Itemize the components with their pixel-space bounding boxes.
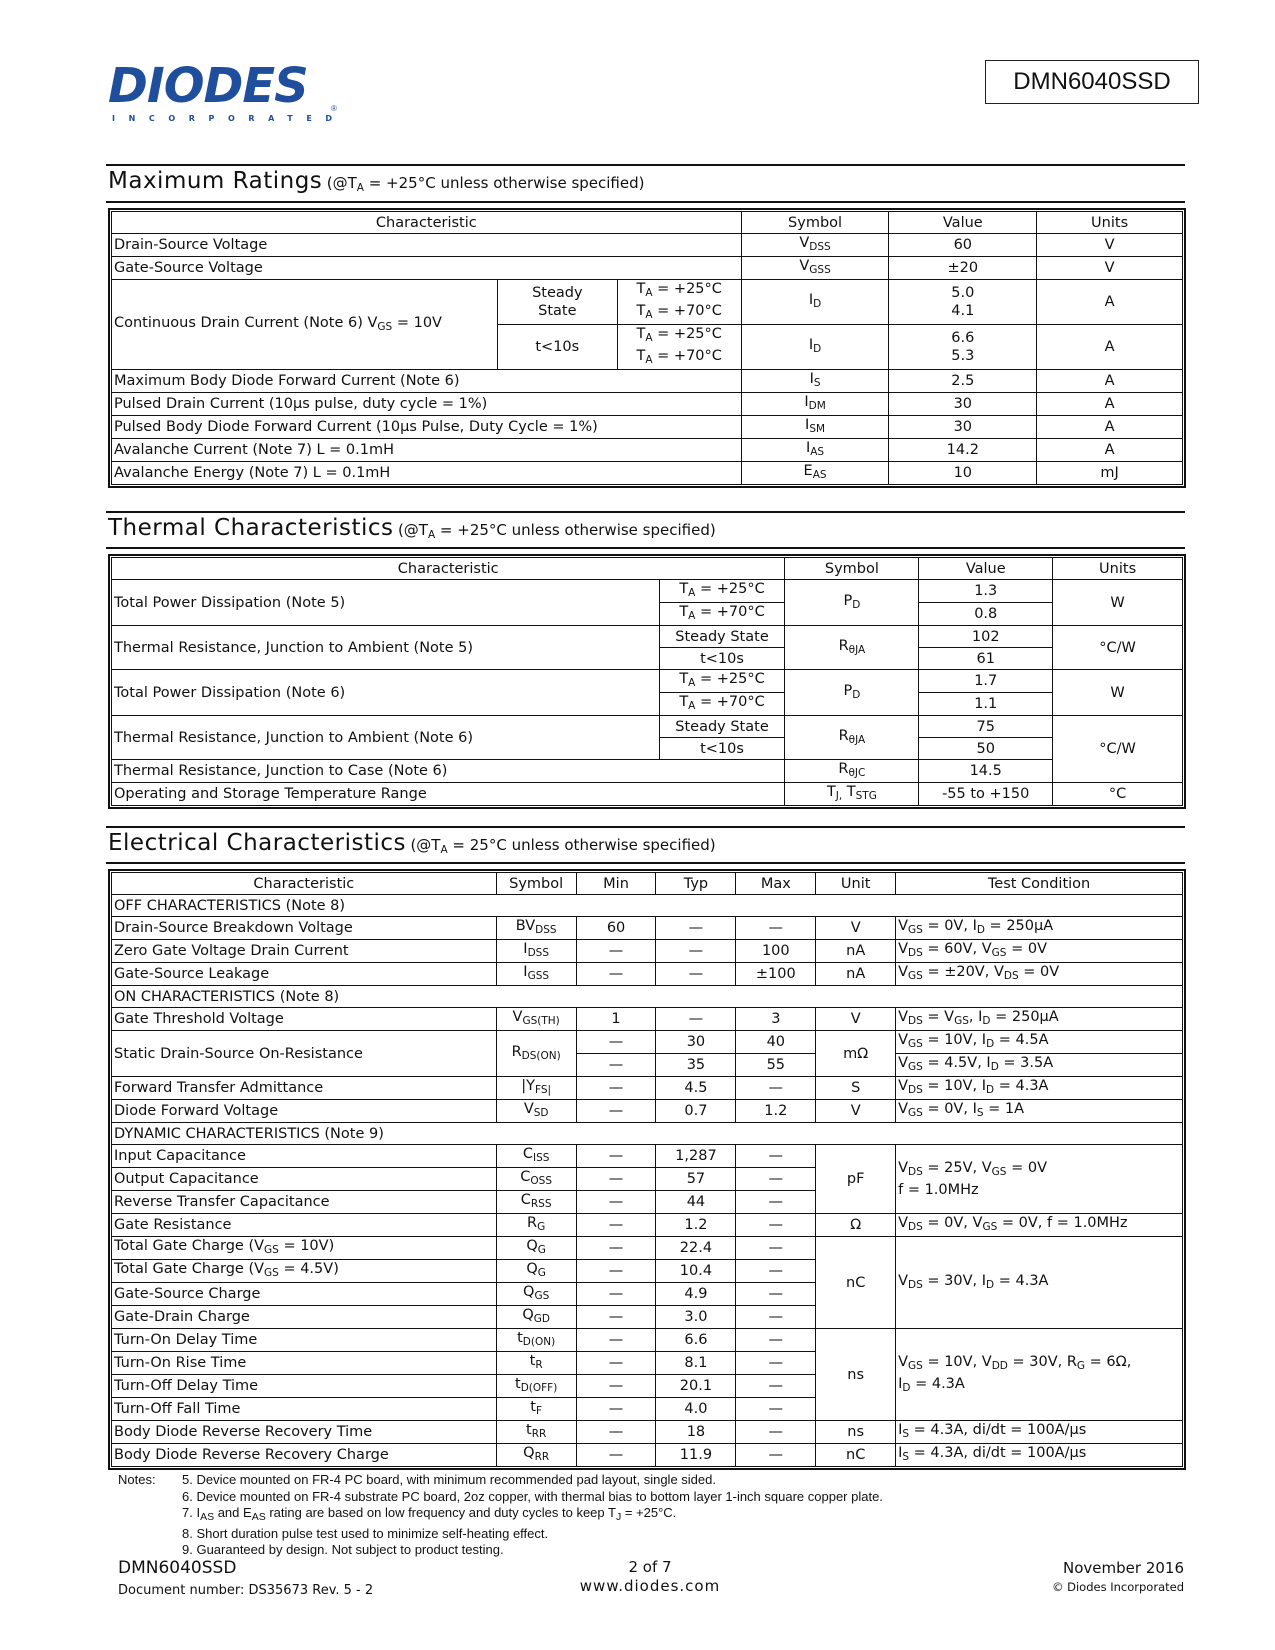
table-header-row: Characteristic Symbol Value Units (112, 558, 1183, 580)
footer-date: November 2016 (1063, 1559, 1184, 1577)
table-row: t<10s $T_A = +25^\circ C$ $T_A = +70^\circ C$ $I_D$ 6.6 5.3 A (112, 325, 1183, 370)
registered-mark: ® (331, 104, 337, 113)
table-row: — 35 55 $V_{GS} = 4.5V$, $I_D = 3.5A$ (112, 1054, 1183, 1077)
part-number-box (985, 60, 1199, 104)
table-row: Thermal Resistance, Junction to Ambient (Note 5) Steady State $R_{\theta JA}$ 102 °C/W (112, 626, 1183, 648)
table-row: Total Gate Charge $(V_{GS} = 4.5V)$ $Q_G$ — 10.4 — (112, 1260, 1183, 1283)
table-row: Pulsed Drain Current (10µs pulse, duty cycle = 1%) $I_{DM}$ 30 A (112, 393, 1183, 416)
group-row: ON CHARACTERISTICS (Note 8) (112, 986, 1183, 1008)
section-title: Maximum Ratings (108, 168, 323, 194)
diodes-logo: DIODES (108, 58, 308, 114)
table-row: Output Capacitance $C_{OSS}$ — 57 — (112, 1168, 1183, 1191)
footer-page: 2 of 7 (628, 1558, 672, 1576)
table-header-row: Characteristic Symbol Value Units (112, 212, 1183, 234)
table-row: t<10s 61 (112, 648, 1183, 670)
table-row: Total Power Dissipation (Note 6) $T_A = +25^\circ C$ $P_D$ 1.7 W (112, 670, 1183, 693)
section-rule-top (106, 511, 1185, 513)
note-5: 5. Device mounted on FR-4 PC board, with minimum recommended pad layout, single sided. (182, 1472, 716, 1487)
table-row: Operating and Storage Temperature Range $T_{J,}$ $T_{STG}$ -55 to +150 °C (112, 783, 1183, 806)
table-row: Gate Resistance $R_G$ — 1.2 — Ω $V_{DS} = 0V$, $V_{GS} = 0V$, f = 1.0MHz (112, 1214, 1183, 1237)
part-number: DMN6040SSD (1013, 68, 1171, 95)
section-title: Electrical Characteristics (108, 830, 406, 856)
table-row: Thermal Resistance, Junction to Case (Note 6) $R_{\theta JC}$ 14.5 (112, 760, 1183, 783)
table-row: Input Capacitance $C_{ISS}$ — 1,287 — pF $V_{DS} = 25V$, $V_{GS} = 0V$ f = 1.0MHz (112, 1145, 1183, 1168)
max-ratings-table (111, 211, 1183, 485)
table-row: Reverse Transfer Capacitance $C_{RSS}$ — 44 — (112, 1191, 1183, 1214)
section-rule-bottom (106, 547, 1185, 549)
footer-website: www.diodes.com (579, 1577, 721, 1595)
max-ratings-heading (108, 168, 644, 194)
table-row: Gate Threshold Voltage $V_{GS(TH)}$ 1 — 3 V $V_{DS} = V_{GS}$, $I_D = 250\mu A$ (112, 1008, 1183, 1031)
table-row: Drain-Source Breakdown Voltage $BV_{DSS}$ 60 — — V $V_{GS} = 0V$, $I_D = 250\mu A$ (112, 917, 1183, 940)
table-header-row: Characteristic Symbol Min Typ Max Unit Test Condition (112, 873, 1183, 895)
table-row: Total Gate Charge $(V_{GS} = 10V)$ $Q_G$ — 22.4 — nC $V_{DS} = 30V$, $I_D = 4.3A$ (112, 1237, 1183, 1260)
table-row: Pulsed Body Diode Forward Current (10µs Pulse, Duty Cycle = 1%) $I_{SM}$ 30 A (112, 416, 1183, 439)
table-row: t<10s 50 (112, 738, 1183, 760)
electrical-table (111, 872, 1183, 1467)
notes-list (182, 1472, 883, 1559)
section-rule-top (106, 826, 1185, 828)
table-row: Body Diode Reverse Recovery Charge $Q_{RR}$ — 11.9 — nC $I_S = 4.3A$, di/dt = 100A/µs (112, 1444, 1183, 1467)
section-title: Thermal Characteristics (108, 515, 394, 541)
table-row: Zero Gate Voltage Drain Current $I_{DSS}$ — — 100 nA $V_{DS} = 60V$, $V_{GS} = 0V$ (112, 940, 1183, 963)
table-row: $T_A = +70^\circ C$ 0.8 (112, 603, 1183, 626)
table-row: Gate-Drain Charge $Q_{GD}$ — 3.0 — (112, 1306, 1183, 1329)
note-8: 8. Short duration pulse test used to minimize self-heating effect. (182, 1525, 549, 1541)
section-rule-bottom (106, 201, 1185, 203)
table-row: Avalanche Energy (Note 7) L = 0.1mH $E_{AS}$ 10 mJ (112, 462, 1183, 485)
table-row: Static Drain-Source On-Resistance $R_{DS(ON)}$ — 30 40 mΩ $V_{GS} = 10V$, $I_D = 4.5A$ (112, 1031, 1183, 1054)
table-row: Diode Forward Voltage $V_{SD}$ — 0.7 1.2 V $V_{GS} = 0V$, $I_S = 1A$ (112, 1100, 1183, 1123)
table-row: Avalanche Current (Note 7) L = 0.1mH $I_{AS}$ 14.2 A (112, 439, 1183, 462)
logo-subtitle: INCORPORATED (112, 114, 346, 123)
notes-label: Notes: (118, 1472, 156, 1487)
section-rule-bottom (106, 862, 1185, 864)
table-row: Turn-Off Fall Time $t_F$ — 4.0 — (112, 1398, 1183, 1421)
table-row: Thermal Resistance, Junction to Ambient (Note 6) Steady State $R_{\theta JA}$ 75 °C/W (112, 716, 1183, 738)
table-row: Forward Transfer Admittance $|Y_{FS|}$ — 4.5 — S $V_{DS} = 10V$, $I_D = 4.3A$ (112, 1077, 1183, 1100)
table-row: Gate-Source Leakage $I_{GSS}$ — — ±100 nA $V_{GS} = \pm 20V$, $V_{DS} = 0V$ (112, 963, 1183, 986)
section-condition: ($@T_A = +25^\circ C$ unless otherwise specified) (326, 174, 645, 194)
table-row: Continuous Drain Current (Note 6) $V_{GS} = 10V$ Steady State $T_A = +25^\circ C$ $T_A = +70^\circ C$ $I_D$ 5.0 4.1 A (112, 280, 1183, 325)
footer-copyright: © Diodes Incorporated (1051, 1580, 1184, 1594)
table-row: Turn-On Delay Time $t_{D(ON)}$ — 6.6 — ns $V_{GS} = 10V$, $V_{DD} = 30V$, $R_G = 6\Omega$, $I_D = 4.3A$ (112, 1329, 1183, 1352)
table-row: Drain-Source Voltage $V_{DSS}$ 60 V (112, 234, 1183, 257)
footer-docnum: Document number: DS35673 Rev. 5 - 2 (118, 1583, 374, 1598)
note-9: 9. Guaranteed by design. Not subject to product testing. (182, 1542, 504, 1557)
table-row: Turn-Off Delay Time $t_{D(OFF)}$ — 20.1 — (112, 1375, 1183, 1398)
table-row: $T_A = +70^\circ C$ 1.1 (112, 693, 1183, 716)
table-row: Gate-Source Charge $Q_{GS}$ — 4.9 — (112, 1283, 1183, 1306)
table-row: Gate-Source Voltage $V_{GSS}$ ±20 V (112, 257, 1183, 280)
table-row: Body Diode Reverse Recovery Time $t_{RR}$ — 18 — ns $I_S = 4.3A$, di/dt = 100A/µs (112, 1421, 1183, 1444)
footer-part: DMN6040SSD (118, 1558, 237, 1578)
thermal-heading (108, 515, 716, 541)
section-condition: ($@T_A = 25^\circ C$ unless otherwise specified) (410, 836, 716, 856)
group-row: OFF CHARACTERISTICS (Note 8) (112, 895, 1183, 917)
electrical-heading (108, 830, 716, 856)
note-6: 6. Device mounted on FR-4 substrate PC board, 2oz copper, with thermal bias to bottom layer 1-inch square copper plate. (182, 1488, 883, 1504)
table-row: Total Power Dissipation (Note 5) $T_A = +25^\circ C$ $P_D$ 1.3 W (112, 580, 1183, 603)
thermal-table (111, 557, 1183, 806)
section-rule-top (106, 164, 1185, 166)
note-7: 7. $I_{AS}$ and $E_{AS}$ rating are based on low frequency and duty cycles to keep $T_J = +25^\circ C$. (182, 1505, 677, 1523)
section-condition: ($@T_A = +25^\circ C$ unless otherwise specified) (397, 521, 716, 541)
group-row: DYNAMIC CHARACTERISTICS (Note 9) (112, 1123, 1183, 1145)
table-row: Turn-On Rise Time $t_R$ — 8.1 — (112, 1352, 1183, 1375)
table-row: Maximum Body Diode Forward Current (Note 6) $I_S$ 2.5 A (112, 370, 1183, 393)
